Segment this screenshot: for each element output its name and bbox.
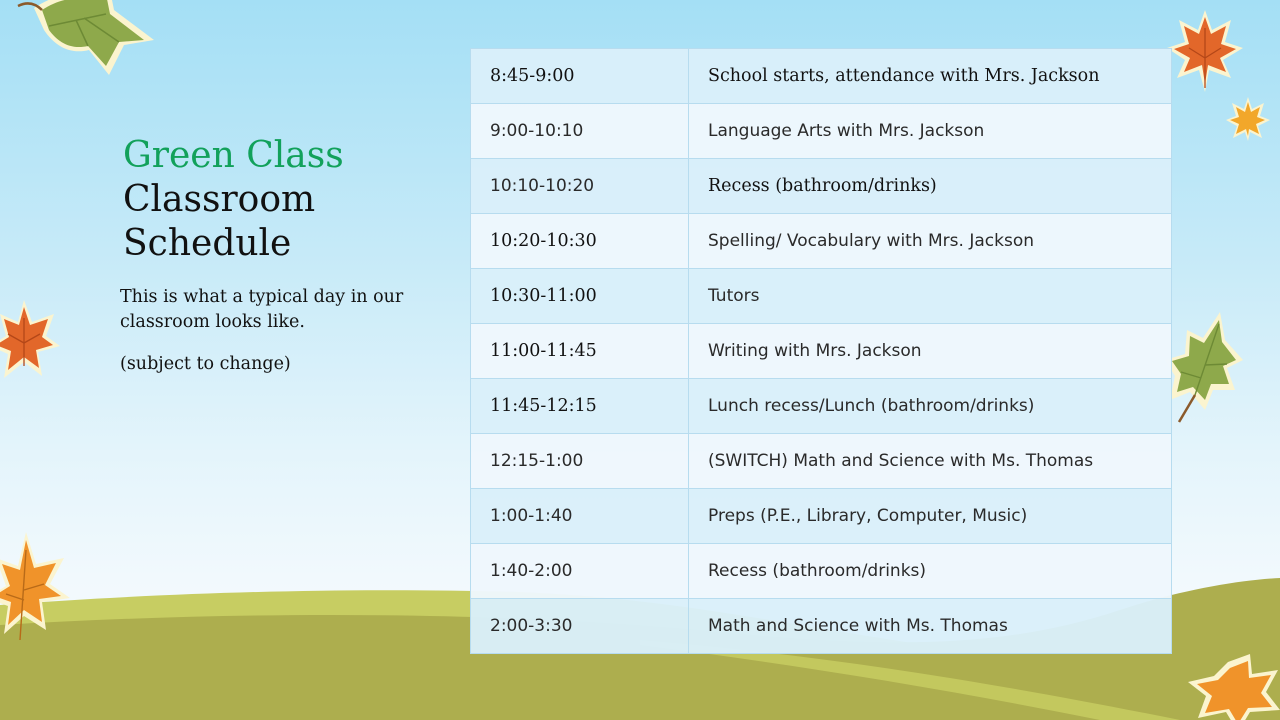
description-note: (subject to change) (120, 354, 291, 374)
activity-cell: Recess (bathroom/drinks) (689, 159, 1172, 214)
time-cell: 1:00-1:40 (471, 489, 689, 544)
activity-cell: (SWITCH) Math and Science with Ms. Thomas (689, 434, 1172, 489)
time-cell: 12:15-1:00 (471, 434, 689, 489)
orange-leaf-icon (1188, 652, 1280, 720)
table-row (471, 434, 1172, 489)
table-row (471, 104, 1172, 159)
table-row (471, 49, 1172, 104)
orange-leaf-icon (0, 530, 72, 650)
table-row (471, 544, 1172, 599)
schedule-table (470, 48, 1172, 654)
activity-cell: Recess (bathroom/drinks) (689, 544, 1172, 599)
description-text: This is what a typical day in our classroom looks like. (120, 287, 404, 332)
table-row (471, 214, 1172, 269)
title-line-classroom: Classroom (123, 179, 316, 220)
activity-cell: Tutors (689, 269, 1172, 324)
table-row (471, 159, 1172, 214)
table-row (471, 269, 1172, 324)
time-cell: 10:10-10:20 (471, 159, 689, 214)
time-cell: 11:45-12:15 (471, 379, 689, 434)
activity-cell: Writing with Mrs. Jackson (689, 324, 1172, 379)
activity-cell: School starts, attendance with Mrs. Jackson (689, 49, 1172, 104)
title-line-schedule: Schedule (123, 223, 292, 264)
time-cell: 1:40-2:00 (471, 544, 689, 599)
description (120, 285, 440, 394)
activity-cell: Language Arts with Mrs. Jackson (689, 104, 1172, 159)
time-cell: 9:00-10:10 (471, 104, 689, 159)
table-row (471, 489, 1172, 544)
activity-cell: Math and Science with Ms. Thomas (689, 599, 1172, 654)
yellow-leaf-icon (1225, 96, 1271, 142)
table-row (471, 324, 1172, 379)
time-cell: 10:30-11:00 (471, 269, 689, 324)
time-cell: 11:00-11:45 (471, 324, 689, 379)
green-leaf-icon (1165, 310, 1245, 430)
time-cell: 8:45-9:00 (471, 49, 689, 104)
title-class-name: Green Class (123, 135, 344, 176)
page-title (123, 134, 453, 266)
orange-leaf-icon (0, 298, 62, 382)
activity-cell: Lunch recess/Lunch (bathroom/drinks) (689, 379, 1172, 434)
activity-cell: Preps (P.E., Library, Computer, Music) (689, 489, 1172, 544)
time-cell: 2:00-3:30 (471, 599, 689, 654)
orange-leaf-icon (1165, 8, 1245, 96)
activity-cell: Spelling/ Vocabulary with Mrs. Jackson (689, 214, 1172, 269)
table-row (471, 379, 1172, 434)
green-leaf-icon (14, 0, 164, 85)
time-cell: 10:20-10:30 (471, 214, 689, 269)
table-row (471, 599, 1172, 654)
